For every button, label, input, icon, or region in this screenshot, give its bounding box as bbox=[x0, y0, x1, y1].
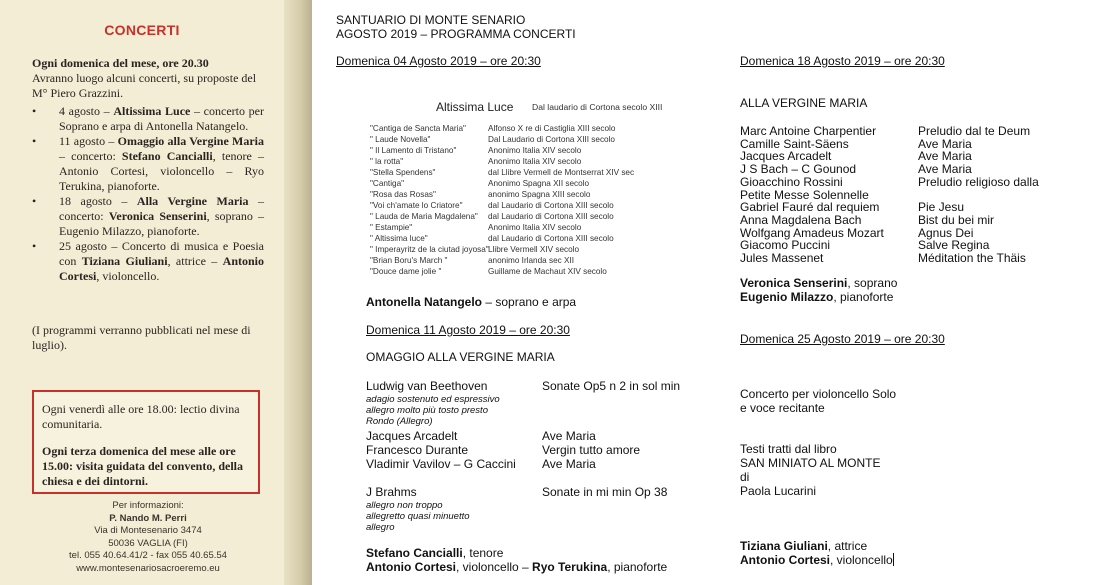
text-line: e voce recitante bbox=[740, 401, 825, 415]
track-author: Llibre Vermell XIV secolo bbox=[488, 245, 580, 254]
event-text: 4 agosto – bbox=[59, 104, 114, 118]
composer: Ludwig van Beethoven bbox=[366, 379, 488, 393]
composer: Wolfgang Amadeus Mozart bbox=[740, 225, 884, 240]
bullet-icon: • bbox=[32, 239, 37, 253]
box-bold-text: Ogni terza domenica del mese alle ore 15.00: visita guidata del convento, della chiesa e dei dintorni. bbox=[42, 444, 244, 488]
track-title: " la rotta" bbox=[370, 157, 404, 166]
composer: Jacques Arcadelt bbox=[366, 429, 458, 443]
intro-heading: Ogni domenica del mese, ore 20.30 bbox=[32, 56, 209, 70]
intro-text: Avranno luogo alcuni concerti, su proposte del M° Piero Grazzini. bbox=[32, 71, 257, 100]
composer: Anna Magdalena Bach bbox=[740, 212, 862, 227]
track-author: Guillame de Machaut XIV secolo bbox=[488, 267, 607, 276]
track-title: "Cantiga" bbox=[370, 179, 405, 188]
event-text: , attrice – bbox=[167, 254, 223, 268]
movement: allegro bbox=[366, 522, 395, 533]
composer: Petite Messe Solennelle bbox=[740, 187, 869, 202]
weekly-events-box bbox=[32, 390, 260, 494]
event-item bbox=[32, 104, 264, 134]
page-gutter bbox=[284, 0, 312, 585]
work: Preludio dal te Deum bbox=[918, 124, 1031, 138]
performer-role: , attrice bbox=[827, 539, 868, 553]
work: Salve Regina bbox=[918, 238, 990, 253]
performer-line bbox=[366, 295, 576, 309]
info-line: P. Nando M. Perri bbox=[109, 512, 187, 524]
concert-date-18: Domenica 18 Agosto 2019 – ore 20:30 bbox=[740, 54, 945, 68]
concert-date-11: Domenica 11 Agosto 2019 – ore 20:30 bbox=[366, 323, 570, 337]
box-text: Ogni venerdì alle ore 18.00: lectio divina comunitaria. bbox=[42, 402, 240, 431]
scan-track-row bbox=[370, 146, 670, 157]
track-title: "Voi ch'amate lo Criatore" bbox=[370, 201, 463, 210]
event-list bbox=[32, 104, 264, 284]
concert-title-11: OMAGGIO ALLA VERGINE MARIA bbox=[366, 350, 555, 364]
work: Ave Maria bbox=[542, 429, 596, 443]
concert-date-04: Domenica 04 Agosto 2019 – ore 20:30 bbox=[336, 54, 541, 68]
movement: allegro non troppo bbox=[366, 500, 443, 511]
performer-role: , pianoforte bbox=[833, 290, 894, 304]
program-document[interactable] bbox=[312, 0, 1112, 585]
info-line: Via di Montesenario 3474 bbox=[94, 525, 202, 536]
work: Vergin tutto amore bbox=[542, 443, 641, 457]
brochure-page bbox=[0, 0, 284, 585]
text-line: SAN MINIATO AL MONTE bbox=[740, 456, 881, 470]
performer-name: Tiziana Giuliani bbox=[740, 539, 828, 553]
track-author: anonimo Spagna XIII secolo bbox=[488, 190, 591, 199]
text-cursor bbox=[893, 553, 894, 566]
scan-track-row bbox=[370, 223, 670, 234]
document-header-line1: SANTUARIO DI MONTE SENARIO bbox=[336, 13, 526, 27]
info-line: Per informazioni: bbox=[112, 500, 184, 511]
track-author: Dal Laudario di Cortona XIII secolo bbox=[488, 135, 615, 144]
track-title: "Douce dame jolie " bbox=[370, 267, 442, 276]
performer-line bbox=[366, 546, 503, 560]
track-author: Anonimo Italia XIV secolo bbox=[488, 223, 582, 232]
scan-track-row bbox=[370, 234, 670, 245]
performer-name: Eugenio Milazzo bbox=[740, 290, 834, 304]
work: Ave Maria bbox=[918, 162, 972, 177]
event-text: 25 agosto – Concerto di musica e Poesia con bbox=[59, 239, 264, 268]
movement: allegretto quasi minuetto bbox=[366, 511, 470, 522]
scan-track-row bbox=[370, 212, 670, 223]
scan-track-row bbox=[370, 168, 670, 179]
scan-track-row bbox=[370, 245, 670, 256]
event-text: 18 agosto – bbox=[59, 194, 137, 208]
movement: adagio sostenuto ed espressivo bbox=[366, 394, 500, 405]
track-title: " Imperayritz de la ciutad joyosa" bbox=[370, 245, 489, 254]
composer: Gioacchino Rossini bbox=[740, 174, 843, 189]
composer: Jacques Arcadelt bbox=[740, 149, 832, 164]
track-author: dal Laudario di Cortona XIII secolo bbox=[488, 234, 614, 243]
event-text: – concerto: bbox=[59, 149, 122, 163]
performer-name: Veronica Senserini bbox=[740, 276, 848, 290]
text-line: Testi tratti dal libro bbox=[740, 442, 837, 456]
composer: Giacomo Puccini bbox=[740, 238, 831, 253]
scan-track-row bbox=[370, 201, 670, 212]
movement: Rondo (Allegro) bbox=[366, 416, 433, 427]
event-highlight: Alla Vergine Maria bbox=[136, 194, 249, 208]
performer-name: Antonio Cortesi bbox=[366, 560, 456, 574]
performer-name: Antonio Cortesi bbox=[740, 553, 830, 567]
performer-name: Antonella Natangelo bbox=[366, 295, 483, 309]
scan-subtitle: Dal laudario di Cortona secolo XIII bbox=[532, 102, 663, 112]
composer: J S Bach – C Gounod bbox=[740, 162, 857, 177]
performer-role: , soprano bbox=[847, 276, 898, 290]
movement: allegro molto più tosto presto bbox=[366, 405, 488, 416]
performer-role: , tenore bbox=[462, 546, 504, 560]
bullet-icon: • bbox=[32, 194, 37, 208]
concert-date-25: Domenica 25 Agosto 2019 – ore 20:30 bbox=[740, 332, 945, 346]
info-line: 50036 VAGLIA (FI) bbox=[108, 537, 188, 549]
composer: J Brahms bbox=[366, 485, 417, 499]
info-line: www.montesenariosacroeremo.eu bbox=[76, 562, 220, 574]
work: Bist du bei mir bbox=[918, 212, 995, 227]
brochure-title: CONCERTI bbox=[104, 22, 180, 38]
scan-track-row bbox=[370, 124, 670, 135]
scan-track-row bbox=[370, 267, 670, 278]
bullet-icon: • bbox=[32, 134, 37, 148]
track-title: " Lauda de Maria Magdalena" bbox=[370, 212, 478, 221]
track-author: anonimo Irlanda sec XII bbox=[488, 256, 575, 265]
composer: Gabriel Fauré dal requiem bbox=[740, 200, 880, 215]
track-title: "Cantiga de Sancta Maria" bbox=[370, 124, 466, 133]
track-title: "Stella Spendens" bbox=[370, 168, 436, 177]
scan-track-row bbox=[370, 135, 670, 146]
work: Ave Maria bbox=[542, 457, 596, 471]
work: Pie Jesu bbox=[918, 200, 965, 215]
brochure-note: (I programmi verranno pubblicati nel mese di luglio). bbox=[32, 323, 251, 352]
event-item bbox=[32, 134, 264, 194]
track-author: Anonimo Italia XIV secolo bbox=[488, 157, 582, 166]
track-title: " Laude Novella" bbox=[370, 135, 431, 144]
track-author: Anonimo Italia XIV secolo bbox=[488, 146, 582, 155]
event-highlight: Veronica Senserini bbox=[108, 209, 207, 223]
text-line: Concerto per violoncello Solo bbox=[740, 387, 897, 401]
event-text: – concerto: bbox=[59, 194, 264, 223]
performer-name: Ryo Terukina bbox=[532, 560, 608, 574]
document-header-line2: AGOSTO 2019 – PROGRAMMA CONCERTI bbox=[336, 27, 576, 41]
info-line: tel. 055 40.64.41/2 - fax 055 40.65.54 bbox=[69, 550, 227, 561]
composer: Francesco Durante bbox=[366, 443, 469, 457]
scan-track-row bbox=[370, 256, 670, 267]
composer: Jules Massenet bbox=[740, 251, 824, 265]
track-author: dal Llibre Vermell de Montserrat XIV sec bbox=[488, 168, 635, 177]
performer-role: – soprano e arpa bbox=[482, 295, 577, 309]
composer: Vladimir Vavilov – G Caccini bbox=[366, 457, 516, 471]
event-item bbox=[32, 239, 264, 284]
concert-title-18: ALLA VERGINE MARIA bbox=[740, 96, 868, 110]
track-title: " Altissima luce" bbox=[370, 234, 428, 243]
event-highlight: Altissima Luce bbox=[113, 104, 191, 118]
performer-line bbox=[740, 276, 897, 290]
event-highlight: Tiziana Giuliani bbox=[81, 254, 168, 268]
scanned-program-image bbox=[370, 96, 670, 278]
performer-line bbox=[740, 539, 867, 553]
work: Méditation the Thäis bbox=[918, 251, 1026, 265]
performer-line bbox=[366, 560, 667, 574]
composer: Camille Saint-Säens bbox=[740, 136, 849, 151]
contact-info bbox=[32, 500, 264, 575]
track-title: "Rosa das Rosas" bbox=[370, 190, 436, 199]
track-author: Alfonso X re di Castiglia XIII secolo bbox=[488, 124, 616, 133]
text-line: di bbox=[740, 470, 750, 484]
text-line: Paola Lucarini bbox=[740, 484, 817, 498]
work: Sonate Op5 n 2 in sol min bbox=[542, 379, 681, 393]
performer-role: , violoncello bbox=[830, 553, 893, 567]
composer: Marc Antoine Charpentier bbox=[740, 124, 877, 138]
work: Preludio religioso dalla bbox=[918, 174, 1039, 189]
performer-role: , pianoforte bbox=[607, 560, 668, 574]
bullet-icon: • bbox=[32, 104, 37, 118]
event-text: , violoncello. bbox=[96, 269, 160, 283]
track-author: Anonimo Spagna XII secolo bbox=[488, 179, 590, 188]
performer-line bbox=[740, 553, 894, 567]
event-text: , soprano – Eugenio Milazzo, pianoforte. bbox=[59, 209, 264, 238]
event-text: , tenore – Antonio Cortesi, violoncello – Ryo Terukina, pianoforte. bbox=[59, 149, 264, 193]
work: Ave Maria bbox=[918, 149, 972, 164]
track-title: " Estampie" bbox=[370, 223, 413, 232]
performer-name: Stefano Cancialli bbox=[366, 546, 463, 560]
performer-line bbox=[740, 290, 893, 304]
track-author: dal Laudario di Cortona XIII secolo bbox=[488, 212, 614, 221]
scan-title: Altissima Luce bbox=[436, 100, 514, 114]
event-text: 11 agosto – bbox=[59, 134, 118, 148]
track-title: "Brian Boru's March " bbox=[370, 256, 448, 265]
event-highlight: Stefano Cancialli bbox=[121, 149, 213, 163]
performer-role: , violoncello – bbox=[456, 560, 533, 574]
scan-track-row bbox=[370, 190, 670, 201]
work: Sonate in mi min Op 38 bbox=[542, 485, 668, 499]
track-title: " Il Lamento di Tristano" bbox=[370, 146, 457, 155]
work: Agnus Dei bbox=[918, 225, 974, 240]
scan-track-row bbox=[370, 179, 670, 190]
event-text: – concerto per Soprano e arpa di Antonella Natangelo. bbox=[59, 104, 264, 133]
scan-track-row bbox=[370, 157, 670, 168]
event-highlight: Omaggio alla Vergine Maria bbox=[117, 134, 265, 148]
event-highlight: Antonio Cortesi bbox=[59, 254, 264, 283]
track-author: dal Laudario di Cortona XIII secolo bbox=[488, 201, 614, 210]
event-item bbox=[32, 194, 264, 239]
work: Ave Maria bbox=[918, 136, 972, 151]
brochure-intro bbox=[32, 56, 264, 101]
